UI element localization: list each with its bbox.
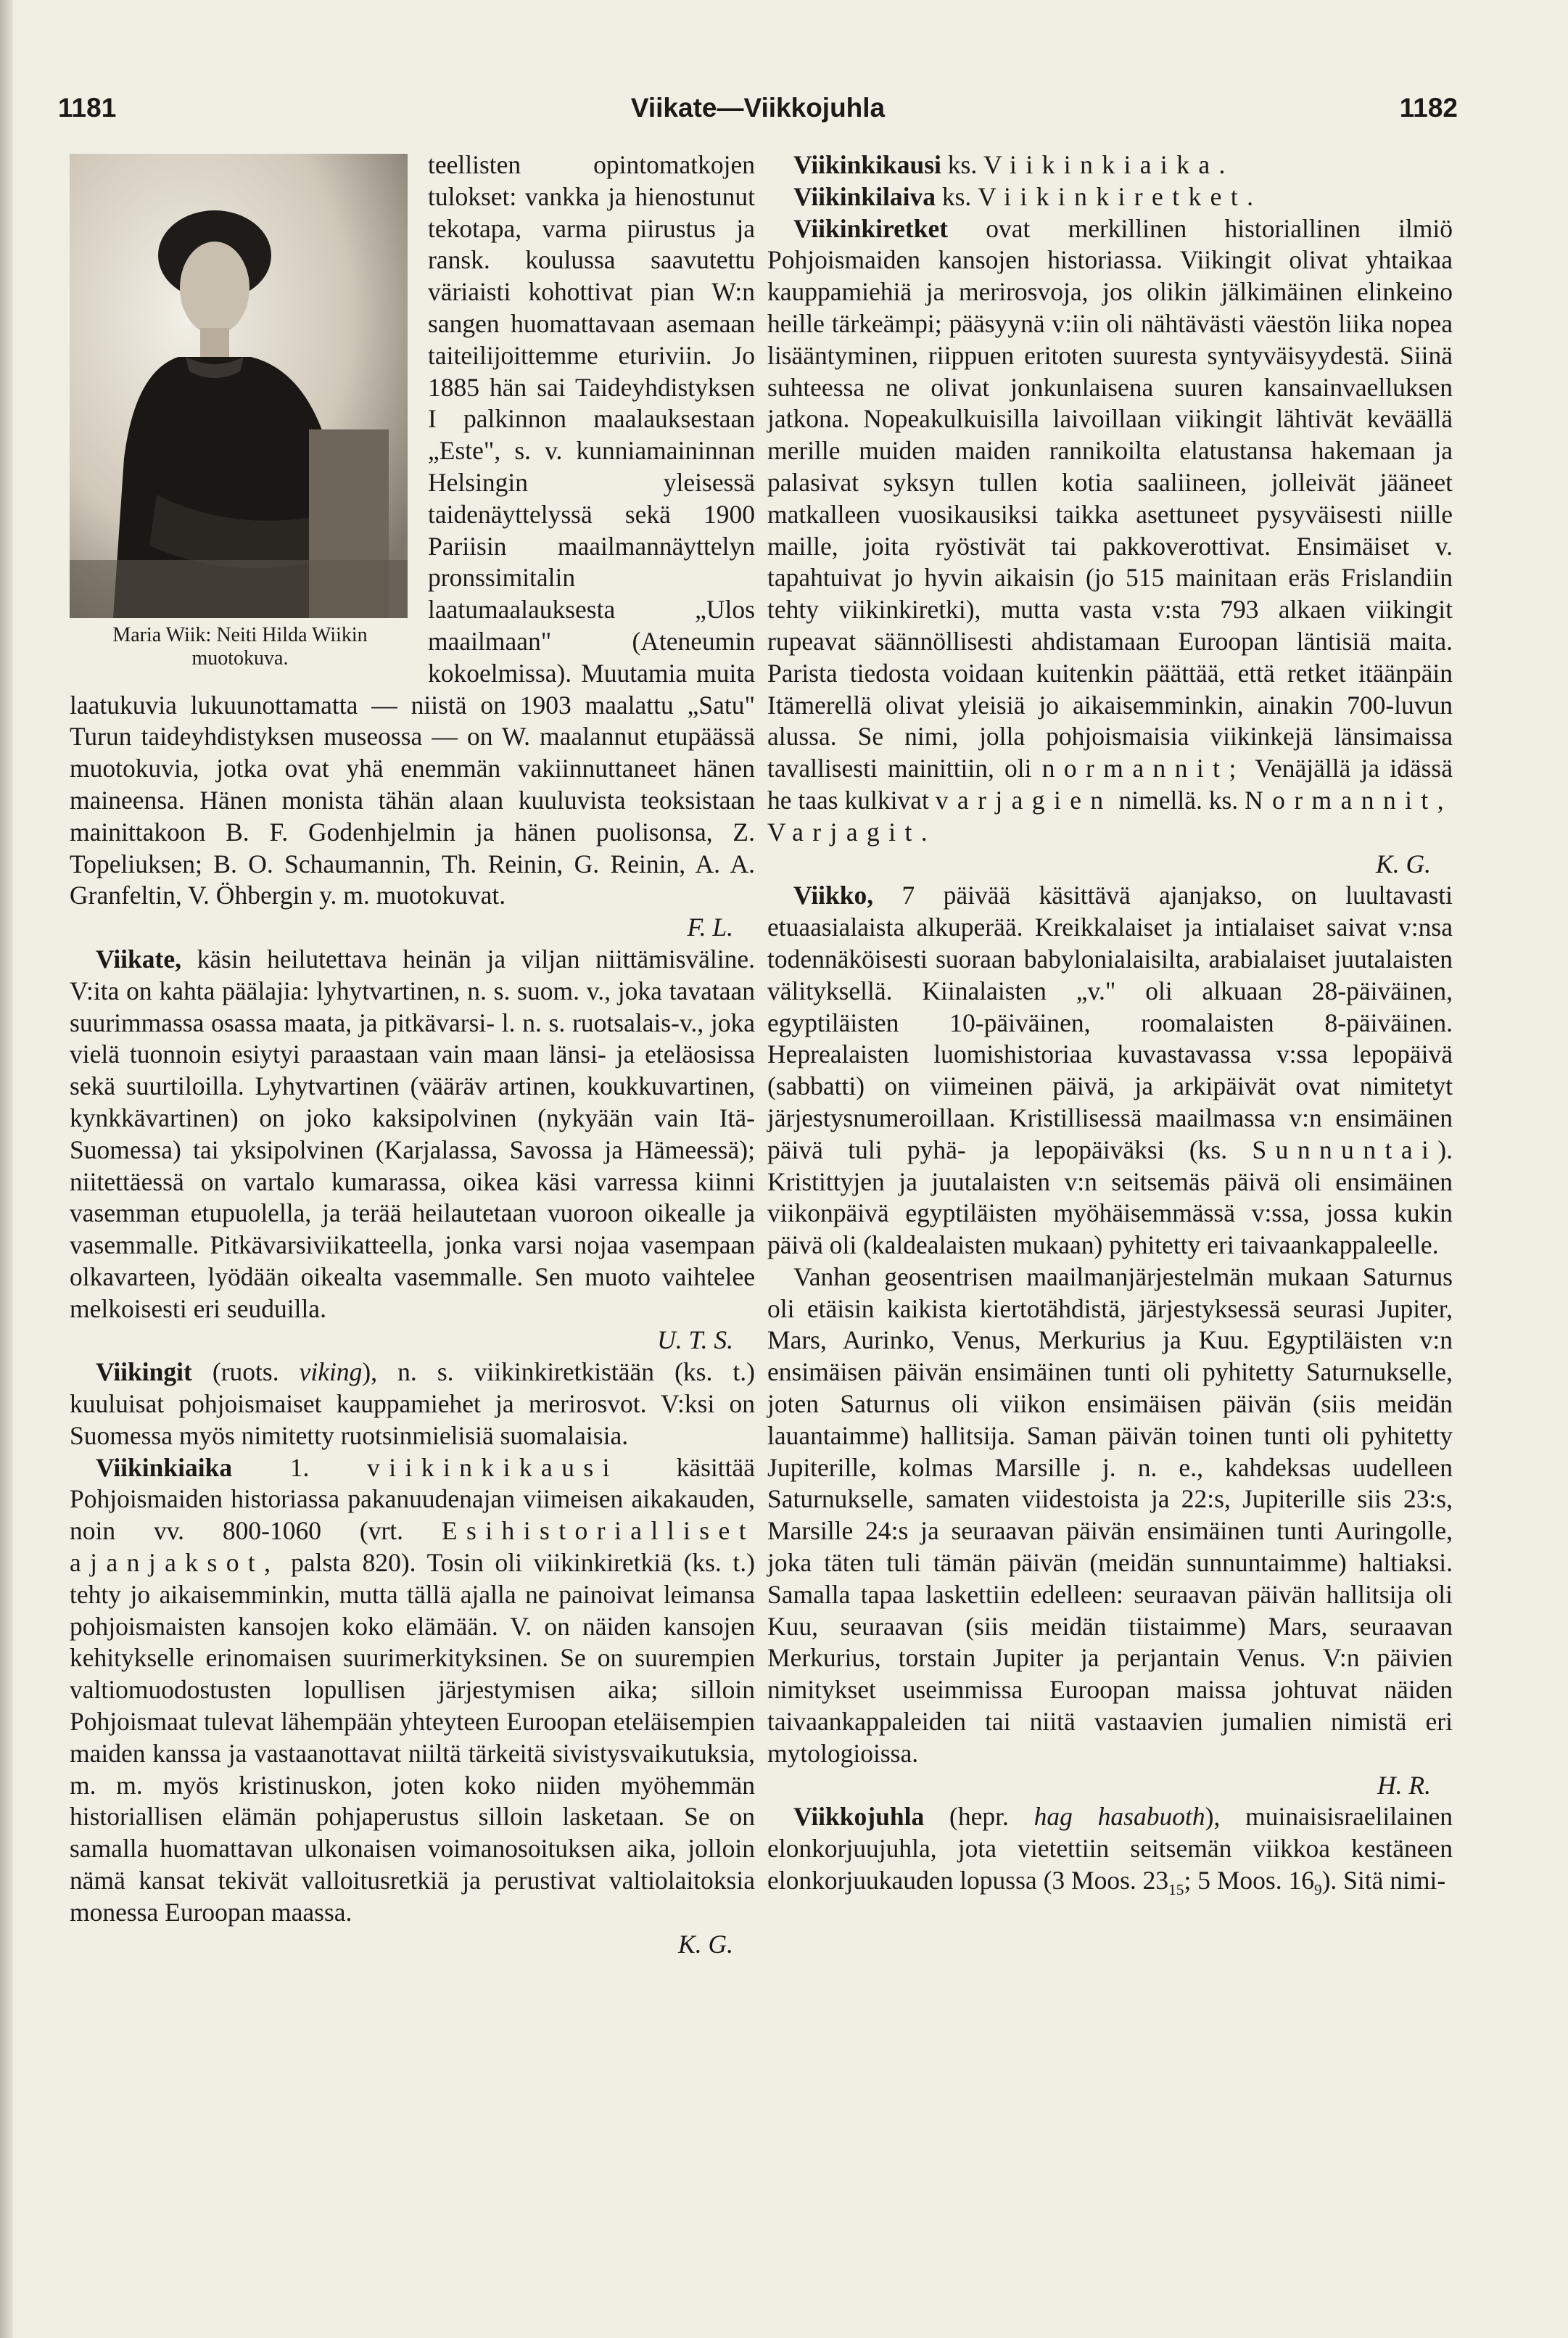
- subscript: 9: [1313, 1881, 1322, 1899]
- spaced-term: varjagien: [935, 785, 1113, 815]
- headword: Viikkojuhla: [793, 1802, 925, 1832]
- italic-term: hag hasabuoth: [1033, 1802, 1205, 1832]
- wiik-article-continued: teellisten opintomatkojen tulokset: vankka ja hienostunut tekotapa, varma piirustus ja ransk. koulussa saavutettu väriaisti kohottivat pian W:n sangen huomattavaan asemaan taiteilijoittemme eturiviin. Jo 1885 hän sai Taideyhdistyksen I palkinnon maalauksestaan „Este", s. v. kunniamaininnan Helsingin yleisessä taidenäyttelyssä sekä 1900 Pariisin maailmannäyttelyn pronssimitalin laatumaalauksesta „Ulos maailmaan" (Ateneumin kokoelmissa). Muutamia muita laatukuvia lukuunottamatta — niistä on 1903 maalattu „Satu" Turun taideyhdistyksen museossa — on W. maalannut etupäässä muotokuvia, jotka ovat yhä enemmän vakiinnuttaneet hänen maineensa. Hänen monista tähän alaan kuuluvista teoksistaan mainittakoon B. F. Godenhjelmin ja hänen puolisonsa, Z. Topeliuksen; B. O. Schaumannin, Th. Reinin, G. Reinin, A. A. Granfeltin, V. Öhbergin y. m. muotokuvat.: [70, 150, 755, 910]
- page-number-left: 1181: [58, 93, 117, 123]
- entry-text: ). Sitä nimi-: [1321, 1866, 1446, 1895]
- portrait-caption: Maria Wiik: Neiti Hilda Wiikin muotokuva.: [112, 624, 368, 670]
- headword: Viikko,: [793, 881, 874, 910]
- spaced-term: viikinkikausi: [367, 1452, 619, 1482]
- portrait-figure: [70, 154, 410, 670]
- entry-viikko-continued: Vanhan geosentrisen maailmanjärjestelmän mukaan Saturnus oli etäisin kaikista kiertotähdistä, järjestyksessä seurasi Jupiter, Mars, Aurinko, Venus, Merkurius ja Kuu. Egyptiläisten v:n ensimäisen päivän ensimäinen tunti oli pyhitetty Saturnukselle, joten Saturnus oli viikon ensimäisen päivän (siis meidän lauantaimme) hallitsija. Saman päivän toinen tunti oli pyhitetty Jupiterille, kolmas Marsille j. n. e., kahdeksas uudelleen Saturnukselle, samaten viidestoista ja 22:s, Jupiterille siis 23:s, Marsille 24:s ja seuraavan päivän ensimäinen tunti Auringolle, joka täten tuli tämän päivän (meidän sunnuntaimme) haltiaksi. Samalla tapaa laskettiin edelleen: seuraavan päivän hallitsija oli Kuu, seuraavan (siis meidän tiistaimme) Mars, seuraavan Merkurius, torstain Jupiter ja perjantain Venus. V:n päivien nimitykset useimmissa Euroopan maissa johtuvat näiden taivaankappaleiden tai niitä vastaavien jumalien nimistä eri mytologioissa.: [767, 1261, 1453, 1768]
- entry-text: palsta 820). Tosin oli viikinkiretkiä (ks. t.) tehty jo aikaisemminkin, mutta tällä ajalla ne painoivat leimansa pohjoismaisten kansojen koko elämään. V. on näiden kansojen kehitykselle erinomaisen suurimerkityksinen. Se on suurempien valtiomuodostusten lopullisen järjestymisen aika; silloin Pohjoismaat tulevat lähempään yhteyteen Euroopan eteläisempien maiden kanssa ja vastaanottavat niiltä tärkeitä sivistysvaikutuksia, m. m. myös kristinuskon, joten koko niiden myöhemmän historiallisen elämän pohjaperustus silloin lasketaan. Se on samalla huomattavan ulkonaisen voimanosoituksen aika, jolloin nämä kansat tekivät valloitusretkiä ja perustivat valtiolaitoksia monessa Euroopan maassa.: [70, 1548, 755, 1927]
- signature: U. T. S.: [657, 1325, 733, 1355]
- entry-text: ), muinaisisraelilainen elonkorjuujuhla, jota vietettiin seitsemän viikkoa kestäneen elonkorjuukauden lopussa (3 Moos. 23: [767, 1802, 1453, 1895]
- entry-text: Venäjällä ja idässä he taas kulkivat: [767, 754, 1453, 815]
- subscript: 15: [1168, 1881, 1184, 1899]
- entry-text: ; 5 Moos. 16: [1184, 1866, 1314, 1895]
- entry-text: ks.: [947, 150, 978, 179]
- headword: Viikingit: [96, 1357, 192, 1387]
- headword: Viikinkikausi: [793, 150, 941, 179]
- binding-edge: [0, 0, 13, 2338]
- left-column: [70, 149, 755, 1960]
- entry-text: ), n. s. viikinkiretkistään (ks. t.) kuuluisat pohjoismaiset kauppamiehet ja merirosvot. V:ksi on Suomessa myös nimitetty ruotsinmielisiä suomalaisia.: [70, 1357, 755, 1450]
- entry-viikinkiaika: [70, 1452, 755, 1929]
- entry-text: ). Kristittyjen ja juutalaisten v:n seitsemäs päivä oli ensimäinen viikonpäivä egyptiläisten myöhäisemmässä v:ssa, jossa kukin päivä oli (kaldealaisten mukaan) pyhitetty eri taivaankappaleelle.: [767, 1135, 1453, 1260]
- headword: Viikinkiaika: [96, 1452, 233, 1482]
- signature: H. R.: [1377, 1770, 1431, 1800]
- entry-text: (ruots.: [212, 1357, 279, 1387]
- entry-text: ks.: [941, 181, 972, 211]
- signature: K. G.: [1376, 849, 1431, 878]
- entry-viikate: [70, 944, 755, 1325]
- entry-viikingit: [70, 1357, 755, 1452]
- headword: Viikinkiretket: [793, 213, 949, 243]
- entry-viikkojuhla: [767, 1801, 1453, 1906]
- cross-reference: Sunnuntai: [1252, 1135, 1438, 1164]
- cross-reference: Normannit, Varjagit.: [767, 785, 1453, 847]
- running-title: Viikate—Viikkojuhla: [630, 93, 886, 123]
- entry-viikinkilaiva: [767, 181, 1453, 213]
- entry-text: 7 päivää käsittävä ajanjakso, on luultavasti etuaasialaista alkuperää. Kreikkalaiset ja intialaiset saivat v:nsa todennäköisesti suoraan babylonialaisilta, arabialaiset juutalaisten välityksellä. Kiinalaisten „v." oli alkuaan 28-päiväinen, egyptiläisten 10-päiväinen, roomalaisten 8-päiväinen. Heprealaisten luomishistoriaa kuvastavassa v:ssa lepopäivä (sabbatti) on viimeinen päivä, ja arkipäivät ovat nimitetyt järjestysnumeroillaan. Kristillisessä maailmassa v:n ensimäinen päivä tuli pyhä- ja lepopäiväksi (ks.: [767, 881, 1453, 1164]
- portrait-image: [70, 154, 408, 618]
- entry-text: 1.: [289, 1452, 310, 1482]
- entry-text: käsin heilutettava heinän ja viljan niittämisväline. V:ita on kahta päälajia: lyhytvartinen, n. s. suom. v., joka tavataan suurimmassa osassa maata, ja pitkävarsi- l. n. s. ruotsalais-v., joka vielä tuonnoin esiytyi paraastaan vain maan länsi- ja eteläosissa sekä suurtiloilla. Lyhytvartinen (vääräv artinen, koukkuvartinen, kynkkävartinen) on joko kaksipolvinen (nykyään vain Itä-Suomessa) tai yksipolvinen (Karjalassa, Savossa ja Hämeessä); niitettäessä on vartalo kumarassa, oikea käsi varressa kiinni vasemman etupuolella, ja terää heilautetaan vuoroon oikealle ja vasemmalle. Pitkävarsiviikatteella, jonka varsi nojaa vasempaan olkavarteen, lyödään oikealta vasemmalle. Sen muoto vaihtelee melkoisesti eri seuduilla.: [70, 944, 756, 1323]
- headword: Viikate,: [96, 944, 181, 974]
- entry-text: ovat merkillinen historiallinen ilmiö Pohjoismaiden kansojen historiassa. Viikingit olivat yhtaikaa kauppamiehiä ja merirosvoja, jos olikin jälkimäinen elinkeino heille tärkeämpi; pääsyynä v:iin oli nähtävästi väestön liika nopea lisääntyminen, riippuen eritoten suuresta syntyväisyydestä. Siinä suhteessa ne olivat jonkunlaisena suuren kansainvaelluksen jatkona. Nopeakulkuisilla laivoillaan viikingit lähtivät keväällä merille muiden maiden rannikoilta elatustansa hakemaan ja palasivat syksyn tullen kotia saaliineen, jolleivät jääneet matkalleen vuosikausiksi taikka asettuneet pysyväisesti niille maille, joita ryöstivät tai pakkoverottivat. Ensimäiset v. tapahtuivat jo hyvin aikaisin (jo 515 mainitaan eräs Frislandiin tehty viikinkiretki), mutta vasta v:sta 793 alkaen viikingit rupeavat säännöllisesti ahdistamaan Euroopan läntisiä maita. Parista tiedosta voidaan kuitenkin päättää, että retket itäänpäin Itämerellä olivat yleisiä jo aikaisemminkin, ainakin 700-luvun alussa. Se nimi, jolla pohjoismaisia viikinkejä länsimaissa tavallisesti mainittiin, oli: [767, 213, 1453, 783]
- entry-viikinkiretket: [767, 213, 1453, 849]
- signature: F. L.: [687, 913, 733, 942]
- cross-reference: Viikinkiretket.: [978, 181, 1263, 211]
- page-number-right: 1182: [1399, 93, 1458, 123]
- entry-text: käsittää Pohjoismaiden historiassa pakanuudenajan viimeisen aikakauden, noin vv. 800-1060 (vrt.: [70, 1452, 756, 1546]
- headword: Viikinkilaiva: [793, 181, 936, 211]
- italic-term: viking: [299, 1357, 363, 1387]
- entry-text: nimellä. ks.: [1118, 785, 1239, 815]
- entry-text: (hepr.: [949, 1802, 1009, 1832]
- spaced-term: normannit;: [1041, 754, 1245, 783]
- cross-reference: Viikinkiaika.: [983, 150, 1234, 179]
- spaced-term: Esihistorialliset ajanjaksot,: [70, 1516, 755, 1578]
- signature: K. G.: [678, 1929, 733, 1959]
- entry-viikinkikausi: [767, 149, 1453, 181]
- page-header: [58, 93, 1458, 136]
- right-column: [767, 149, 1453, 1906]
- entry-viikko: [767, 880, 1453, 1261]
